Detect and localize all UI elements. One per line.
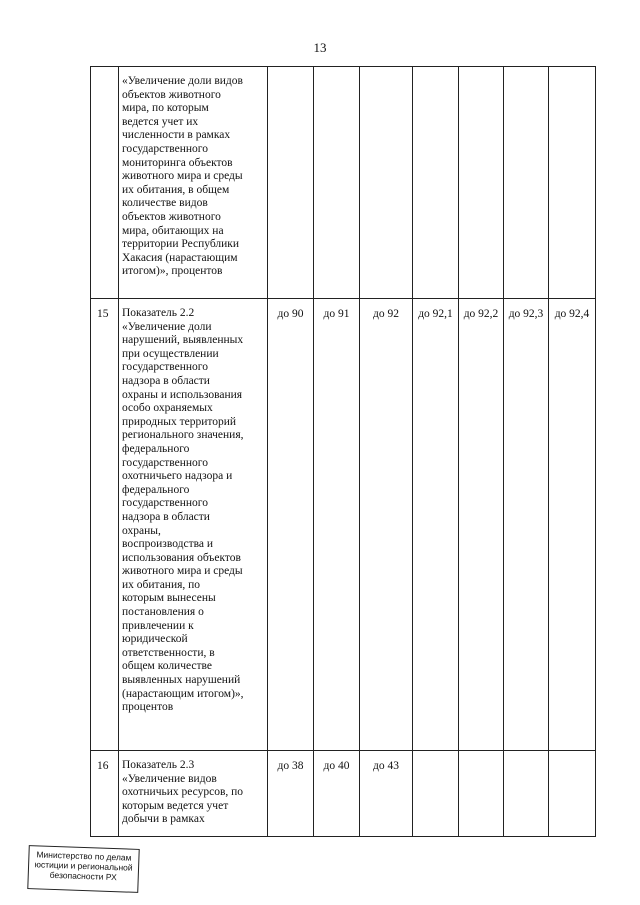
row-number: 15 — [91, 299, 119, 751]
value-cell — [314, 67, 360, 299]
value-cell: до 38 — [268, 751, 314, 837]
value-cell — [549, 751, 596, 837]
value-cell: до 91 — [314, 299, 360, 751]
value-cell — [459, 751, 504, 837]
value-cell — [459, 67, 504, 299]
value-cell — [360, 67, 413, 299]
indicator-description: «Увеличение доли видов объектов животного мира, по которым ведется учет их численности в рамках государственного мониторинга объектов животного мира и среды их обитания, в общем количестве видов объектов животного мира, обитающих на территории Республики Хакасия (нарастающим итогом)», процентов — [119, 67, 268, 299]
value-cell — [413, 67, 459, 299]
indicator-description: Показатель 2.3 «Увеличение видов охотничьих ресурсов, по которым ведется учет добычи в рамках — [119, 751, 268, 837]
table-row — [91, 67, 596, 299]
value-cell: до 92,2 — [459, 299, 504, 751]
value-cell — [268, 67, 314, 299]
row-number: 16 — [91, 751, 119, 837]
value-cell: до 92,4 — [549, 299, 596, 751]
page-number: 13 — [313, 40, 327, 55]
value-cell — [413, 751, 459, 837]
value-cell — [549, 67, 596, 299]
table-row — [91, 751, 596, 837]
value-cell: до 40 — [314, 751, 360, 837]
row-number — [91, 67, 119, 299]
value-cell — [504, 751, 549, 837]
value-cell: до 92 — [360, 299, 413, 751]
value-cell — [504, 67, 549, 299]
value-cell: до 43 — [360, 751, 413, 837]
ministry-stamp: Министерство по делам юстиции и региональной безопасности РХ — [27, 845, 139, 893]
value-cell: до 92,1 — [413, 299, 459, 751]
indicators-table — [90, 66, 596, 837]
value-cell: до 90 — [268, 299, 314, 751]
indicator-description: Показатель 2.2 «Увеличение доли нарушений, выявленных при осуществлении государственного надзора в области охраны и использования особо охраняемых природных территорий регионального значения, федерального государственного охотничьего надзора и федерального государственного надзора в области охраны, воспроизводства и использования объектов животного мира и среды их обитания, по которым вынесены постановления о привлечении к юридической ответственности, в общем количестве выявленных нарушений (нарастающим итогом)», процентов — [119, 299, 268, 751]
table-row — [91, 299, 596, 751]
value-cell: до 92,3 — [504, 299, 549, 751]
